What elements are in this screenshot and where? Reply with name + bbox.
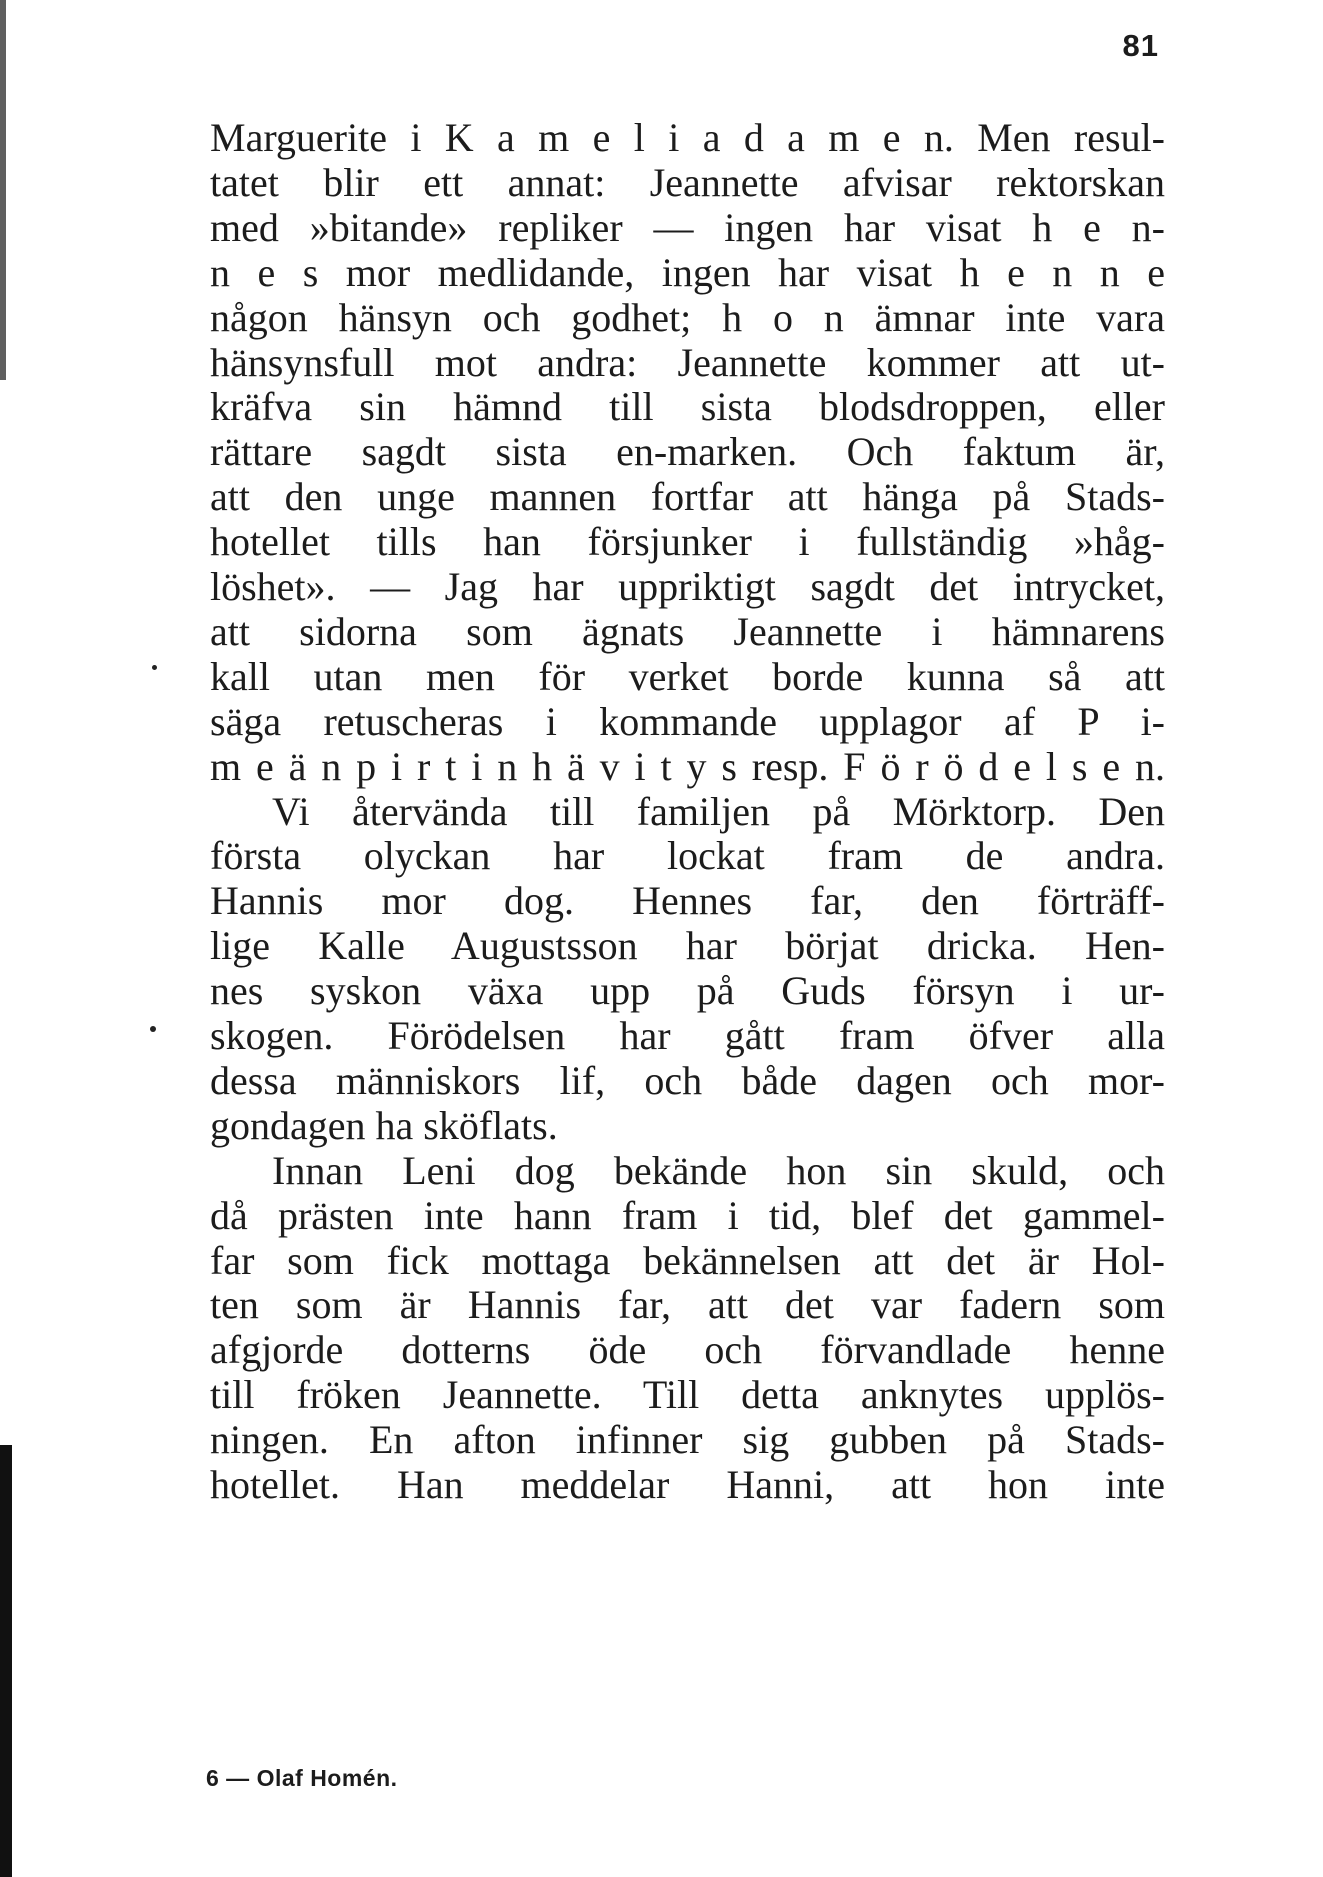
text-line: nes syskon växa upp på Guds försyn i ur- — [210, 968, 1165, 1014]
text-line: rättare sagdt sista en-marken. Och faktum är, — [210, 429, 1165, 475]
text-line: att sidorna som ägnats Jeannette i hämnarens — [210, 608, 1165, 654]
text-line: dessa människors lif, och både dagen och mor- — [210, 1057, 1165, 1103]
print-speck — [150, 1026, 156, 1032]
text-line: att den unge mannen fortfar att hänga på Stads- — [210, 474, 1165, 520]
text-line: löshet». — Jag har uppriktigt sagdt det intrycket, — [210, 564, 1165, 609]
text-line: tatet blir ett annat: Jeannette afvisar rektorskan — [210, 159, 1165, 205]
text-line: skogen. Förödelsen har gått fram öfver alla — [210, 1013, 1165, 1058]
page-footer-signature: 6 — Olaf Homén. — [206, 1765, 398, 1791]
text-line: hotellet tills han försjunker i fullständig »håg- — [210, 519, 1165, 565]
page-number: 81 — [1122, 28, 1159, 63]
text-line: n e s mor medlidande, ingen har visat h e n n e — [210, 249, 1165, 295]
text-line: med »bitande» repliker — ingen har visat h e n- — [210, 204, 1165, 250]
text-line: lige Kalle Augustsson har börjat dricka. Hen- — [210, 923, 1165, 969]
text-line: kräfva sin hämnd till sista blodsdroppen, eller — [210, 384, 1165, 430]
binding-edge-shadow-top — [0, 0, 6, 380]
text-line: då prästen inte hann fram i tid, blef det gammel- — [210, 1192, 1165, 1238]
text-line: m e ä n p i r t i n h ä v i t y s resp. F ö r ö d e l s e n. — [210, 743, 1165, 789]
text-line: far som fick mottaga bekännelsen att det är Hol- — [210, 1237, 1165, 1283]
text-line: Innan Leni dog bekände hon sin skuld, och — [272, 1147, 1165, 1193]
text-line: ningen. En afton infinner sig gubben på Stads- — [210, 1417, 1165, 1463]
binding-edge-shadow-bottom — [0, 1445, 12, 1877]
text-line: hänsynsfull mot andra: Jeannette kommer att ut- — [210, 339, 1165, 385]
text-line: afgjorde dotterns öde och förvandlade henne — [210, 1327, 1165, 1373]
text-line: säga retuscheras i kommande upplagor af P i- — [210, 698, 1165, 744]
text-line: Marguerite i K a m e l i a d a m e n. Men resul- — [210, 115, 1165, 160]
text-line: Hannis mor dog. Hennes far, den förträff- — [210, 878, 1165, 924]
print-speck — [152, 665, 157, 670]
text-line: första olyckan har lockat fram de andra. — [210, 833, 1165, 879]
text-line: gondagen ha sköflats. — [210, 1102, 558, 1148]
text-line: Vi återvända till familjen på Mörktorp. Den — [272, 788, 1165, 834]
text-line: hotellet. Han meddelar Hanni, att hon inte — [210, 1462, 1165, 1507]
text-line: kall utan men för verket borde kunna så att — [210, 653, 1165, 699]
text-line: någon hänsyn och godhet; h o n ämnar inte vara — [210, 294, 1165, 340]
text-line: till fröken Jeannette. Till detta anknytes upplös- — [210, 1372, 1165, 1418]
text-line: ten som är Hannis far, att det var fadern som — [210, 1282, 1165, 1328]
